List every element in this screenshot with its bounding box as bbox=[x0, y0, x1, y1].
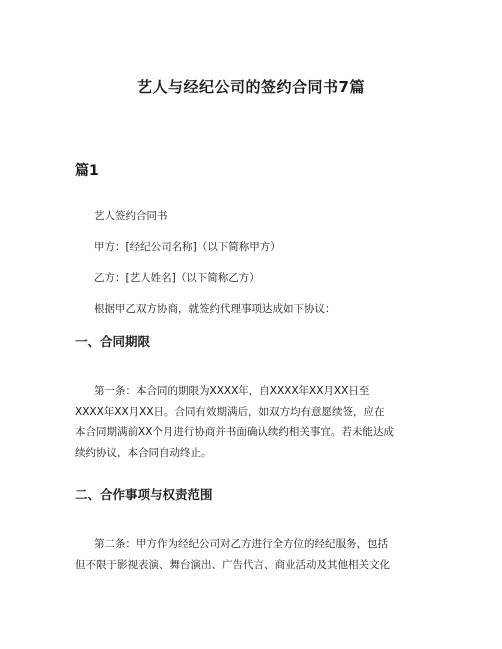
clause-2-line: 但不限于影视表演、舞台演出、广告代言、商业活动及其他相关文化 bbox=[75, 558, 390, 571]
clause-2-line: 第二条：甲方作为经纪公司对乙方进行全方位的经纪服务，包括 bbox=[94, 538, 388, 550]
clause-1-line: 第一条：本合同的期限为XXXX年，自XXXX年XX月XX日至 bbox=[94, 385, 370, 397]
clause-1-line: XXXX年XX月XX日。合同有效期满后，如双方均有意愿续签，应在 bbox=[75, 405, 385, 418]
heading-cooperation-scope: 二、合作事项与权责范围 bbox=[75, 487, 213, 502]
heading-contract-term: 一、合同期限 bbox=[75, 334, 151, 349]
document-title: 艺人与经纪公司的签约合同书7篇 bbox=[137, 78, 365, 96]
clause-1 bbox=[75, 381, 431, 463]
paragraph-party-b: 乙方：[艺人姓名]（以下简称乙方） bbox=[94, 272, 260, 284]
paragraph-contract-name: 艺人签约合同书 bbox=[94, 210, 168, 222]
paragraph-agreement-intro: 根据甲乙双方协商，就签约代理事项达成如下协议： bbox=[94, 303, 336, 315]
clause-2 bbox=[75, 534, 431, 575]
section-title: 篇1 bbox=[75, 163, 99, 179]
clause-1-line: 本合同期满前XX个月进行协商并书面确认续约相关事宜。若未能达成 bbox=[75, 426, 394, 438]
clause-1-line: 续约协议，本合同自动终止。 bbox=[75, 446, 212, 459]
paragraph-party-a: 甲方：[经纪公司名称]（以下简称甲方） bbox=[94, 241, 281, 253]
